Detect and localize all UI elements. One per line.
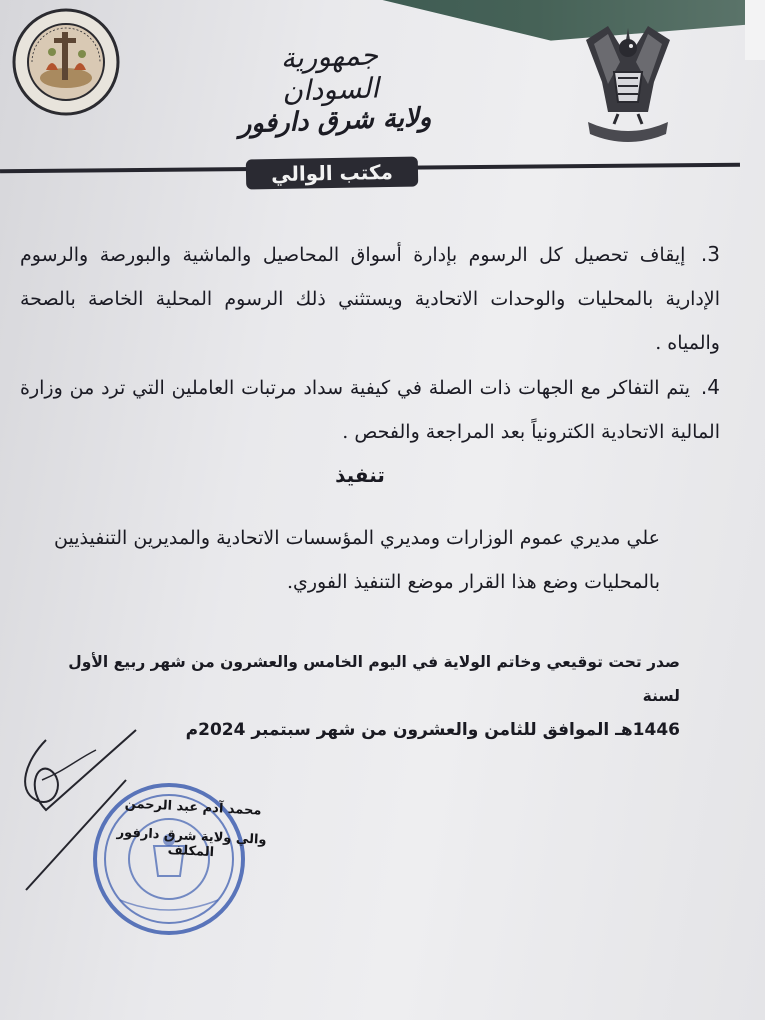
list-item — [20, 365, 720, 454]
signer-block — [91, 795, 294, 864]
paper-fold — [745, 0, 765, 60]
coat-of-arms-icon — [578, 22, 678, 152]
signer-name: محمد آدم عبد الرحمن — [124, 796, 262, 819]
state-title: ولاية شرق دارفور — [238, 102, 432, 140]
execution-text: علي مديري عموم الوزارات ومديري المؤسسات الاتحادية والمديرين التنفيذيين بالمحليات وضع هذا القرار موضع التنفيذ الفوري. — [54, 527, 660, 593]
list-item — [20, 232, 720, 365]
item-text: يتم التفاكر مع الجهات ذات الصلة في كيفية سداد مرتبات العاملين التي ترد من وزارة المالية الاتحادية الكترونياً بعد المراجعة والفحص . — [20, 377, 720, 443]
item-text: إيقاف تحصيل كل الرسوم بإدارة أسواق المحاصيل والماشية والبورصة والرسوم الإدارية بالمحليات والوحدات الاتحادية ويستثني ذلك الرسوم المحلية الخاصة بالصحة والمياه . — [20, 244, 720, 354]
signer-title: والي ولاية شرق دارفور المكلف — [116, 825, 267, 861]
issuance-date-line: 1446هـ الموافق للثامن والعشرون من شهر سبتمبر 2024م — [185, 720, 680, 740]
execution-heading: تنفيذ — [335, 463, 385, 487]
item-number: 3. — [700, 242, 720, 266]
republic-title: جمهورية السودان — [280, 38, 380, 108]
item-number: 4. — [700, 375, 720, 399]
issuance-line: صدر تحت توقيعي وخاتم الولاية في اليوم الخامس والعشرون من شهر ربيع الأول لسنة — [68, 653, 680, 705]
document-body — [20, 232, 720, 454]
office-badge: مكتب الوالي — [246, 157, 418, 190]
state-seal-icon — [12, 8, 120, 116]
